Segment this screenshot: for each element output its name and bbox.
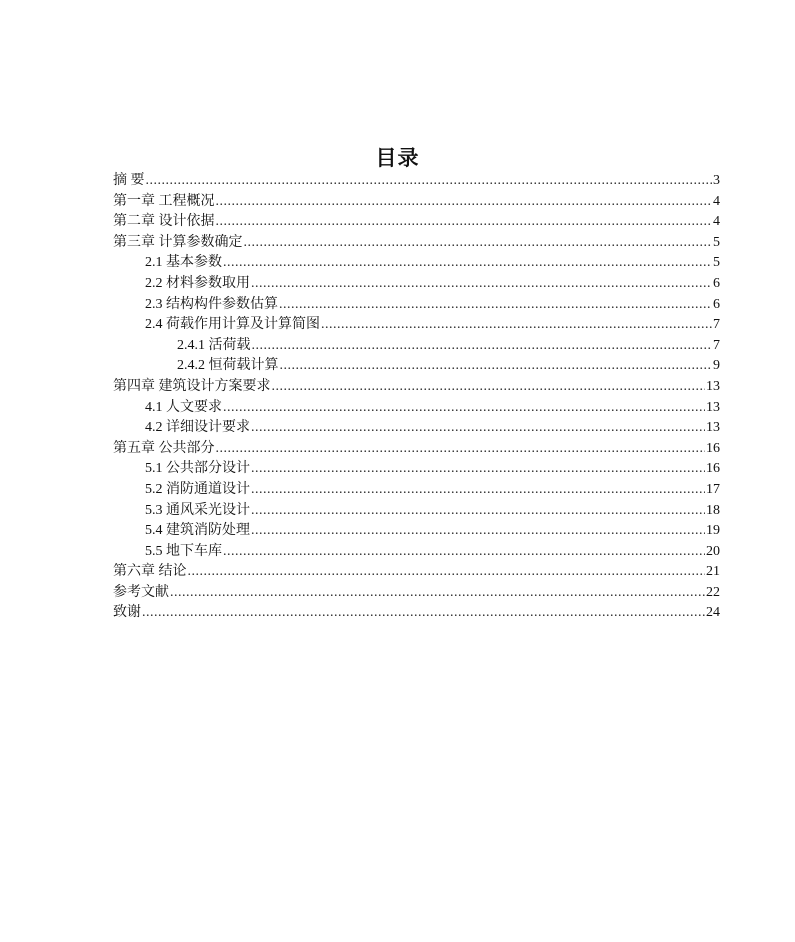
toc-entry[interactable] xyxy=(113,562,720,583)
table-of-contents xyxy=(113,171,720,624)
toc-entry-page-number: 3 xyxy=(713,173,720,188)
toc-entry-page-number: 5 xyxy=(713,255,720,271)
toc-entry-page-number: 16 xyxy=(706,440,720,456)
toc-entry[interactable] xyxy=(113,212,720,233)
dot-leader xyxy=(216,439,706,460)
toc-entry-page-number: 16 xyxy=(706,461,720,477)
dot-leader xyxy=(321,315,712,336)
dot-leader xyxy=(188,562,706,583)
dot-leader xyxy=(280,356,713,377)
toc-entry[interactable] xyxy=(113,459,720,480)
toc-entry[interactable] xyxy=(113,253,720,274)
toc-entry-label: 第三章 计算参数确定 xyxy=(113,234,243,250)
dot-leader xyxy=(223,542,705,563)
toc-entry-label: 参考文献 xyxy=(113,584,169,600)
toc-entry-label: 2.4.1 活荷载 xyxy=(177,337,251,353)
toc-entry[interactable] xyxy=(113,192,720,213)
toc-entry-label: 第一章 工程概况 xyxy=(113,193,215,209)
toc-entry-label: 第六章 结论 xyxy=(113,564,187,580)
dot-leader xyxy=(216,192,713,213)
toc-entry-label: 摘 要 xyxy=(113,173,145,188)
dot-leader xyxy=(272,377,706,398)
toc-entry-label: 5.1 公共部分设计 xyxy=(145,461,250,477)
toc-entry-page-number: 13 xyxy=(706,378,720,394)
toc-entry[interactable] xyxy=(113,501,720,522)
toc-entry-page-number: 6 xyxy=(713,296,720,312)
toc-entry-page-number: 6 xyxy=(713,275,720,291)
dot-leader xyxy=(251,274,712,295)
toc-entry[interactable] xyxy=(113,274,720,295)
toc-entry-page-number: 5 xyxy=(713,234,720,250)
toc-entry-label: 第二章 设计依据 xyxy=(113,214,215,230)
dot-leader xyxy=(251,501,705,522)
dot-leader xyxy=(251,459,705,480)
toc-entry-page-number: 24 xyxy=(706,605,720,621)
toc-entry-label: 2.2 材料参数取用 xyxy=(145,275,250,291)
toc-entry[interactable] xyxy=(113,336,720,357)
toc-entry-page-number: 22 xyxy=(706,584,720,600)
toc-entry-label: 5.2 消防通道设计 xyxy=(145,481,250,497)
toc-entry[interactable] xyxy=(113,521,720,542)
toc-entry[interactable] xyxy=(113,583,720,604)
dot-leader xyxy=(252,336,713,357)
toc-entry[interactable] xyxy=(113,171,720,192)
toc-entry-label: 5.3 通风采光设计 xyxy=(145,502,250,518)
toc-entry-page-number: 9 xyxy=(713,358,720,374)
toc-entry[interactable] xyxy=(113,398,720,419)
toc-entry[interactable] xyxy=(113,480,720,501)
toc-entry-label: 第五章 公共部分 xyxy=(113,440,215,456)
toc-entry[interactable] xyxy=(113,315,720,336)
toc-entry-label: 4.2 详细设计要求 xyxy=(145,420,250,436)
toc-entry-page-number: 18 xyxy=(706,502,720,518)
page-title: 目录 xyxy=(375,146,420,170)
toc-entry-page-number: 13 xyxy=(706,399,720,415)
toc-entry-label: 2.1 基本参数 xyxy=(145,255,222,271)
toc-entry-page-number: 17 xyxy=(706,481,720,497)
toc-entry-page-number: 19 xyxy=(706,523,720,539)
toc-entry-page-number: 4 xyxy=(713,193,720,209)
toc-entry[interactable] xyxy=(113,542,720,563)
dot-leader xyxy=(251,521,705,542)
dot-leader xyxy=(146,171,713,192)
toc-entry-page-number: 21 xyxy=(706,564,720,580)
toc-entry[interactable] xyxy=(113,295,720,316)
dot-leader xyxy=(223,398,705,419)
toc-entry[interactable] xyxy=(113,603,720,624)
dot-leader xyxy=(279,295,712,316)
toc-entry-page-number: 7 xyxy=(713,317,720,333)
toc-entry[interactable] xyxy=(113,439,720,460)
toc-entry-label: 第四章 建筑设计方案要求 xyxy=(113,378,271,394)
toc-entry-page-number: 20 xyxy=(706,543,720,559)
toc-entry-label: 2.3 结构构件参数估算 xyxy=(145,296,278,312)
dot-leader xyxy=(216,212,713,233)
toc-entry[interactable] xyxy=(113,377,720,398)
toc-entry-label: 5.4 建筑消防处理 xyxy=(145,523,250,539)
dot-leader xyxy=(251,418,705,439)
toc-entry-page-number: 4 xyxy=(713,214,720,230)
toc-entry[interactable] xyxy=(113,356,720,377)
dot-leader xyxy=(170,583,705,604)
dot-leader xyxy=(142,603,705,624)
toc-entry-page-number: 13 xyxy=(706,420,720,436)
toc-entry-label: 2.4.2 恒荷载计算 xyxy=(177,358,279,374)
dot-leader xyxy=(244,233,713,254)
toc-entry-label: 5.5 地下车库 xyxy=(145,543,222,559)
toc-entry-label: 致谢 xyxy=(113,605,141,621)
dot-leader xyxy=(251,480,705,501)
dot-leader xyxy=(223,253,712,274)
toc-entry-page-number: 7 xyxy=(713,337,720,353)
toc-entry-label: 2.4 荷载作用计算及计算简图 xyxy=(145,317,320,333)
toc-entry[interactable] xyxy=(113,418,720,439)
toc-entry[interactable] xyxy=(113,233,720,254)
toc-entry-label: 4.1 人文要求 xyxy=(145,399,222,415)
